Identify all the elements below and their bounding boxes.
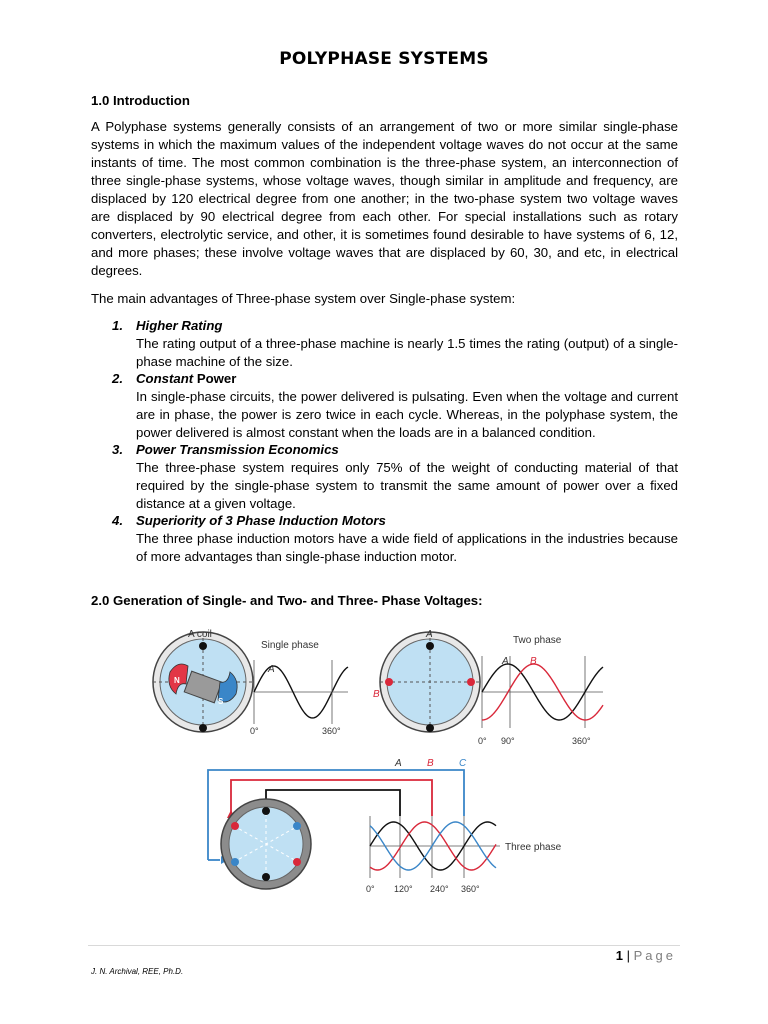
fig-three-tick-360: 360° xyxy=(461,884,480,894)
section-heading-introduction: 1.0 Introduction xyxy=(91,93,190,108)
footer-divider xyxy=(88,945,680,946)
item-number: 4. xyxy=(112,513,123,528)
item-title-higher-rating: Higher Rating xyxy=(136,318,223,333)
item-number: 1. xyxy=(112,318,123,333)
two-phase-generator xyxy=(380,632,480,732)
fig-two-phase-caption: Two phase xyxy=(513,635,562,646)
fig-three-tick-120: 120° xyxy=(394,884,413,894)
fig-two-side-label: B xyxy=(373,689,380,700)
advantages-lead: The main advantages of Three-phase system over Single-phase system: xyxy=(91,291,516,306)
fig-two-top-label: A xyxy=(426,629,433,640)
item-title-constant-power: Constant Power xyxy=(136,371,237,386)
fig-two-tick-0: 0° xyxy=(478,736,487,746)
item-number: 3. xyxy=(112,442,123,457)
fig-three-label-c: C xyxy=(459,758,467,769)
fig-single-phase-caption: Single phase xyxy=(261,640,319,651)
phase-generation-figure xyxy=(0,620,768,910)
page-number: 1 | Page xyxy=(615,948,676,963)
fig-two-wave-a: A xyxy=(502,656,509,667)
item-body-transmission-economics: The three-phase system requires only 75% of the weight of conducting material of that required by the single-phase system to transmit the same amount of power over a fixed distance at a given voltage. xyxy=(136,460,678,511)
item-number: 2. xyxy=(112,371,123,386)
fig-n-label: N xyxy=(174,676,180,685)
item-body-induction-motors: The three phase induction motors have a wide field of applications in the industries because of more advantages than single-phase induction motor. xyxy=(136,531,678,564)
fig-two-tick-90: 90° xyxy=(501,736,515,746)
item-body-higher-rating: The rating output of a three-phase machine is nearly 1.5 times the rating (output) of a single-phase machine of the size. xyxy=(136,336,678,369)
fig-single-wave-label: A xyxy=(268,664,275,675)
fig-coil-label: A coil xyxy=(188,629,212,640)
fig-single-tick-0: 0° xyxy=(250,726,259,736)
single-phase-generator xyxy=(153,632,253,732)
fig-single-tick-360: 360° xyxy=(322,726,341,736)
author-footer: J. N. Archival, REE, Ph.D. xyxy=(91,967,184,976)
section-heading-generation: 2.0 Generation of Single- and Two- and Three- Phase Voltages: xyxy=(91,593,483,608)
fig-s-label: S xyxy=(218,697,224,706)
three-phase-generator xyxy=(221,799,311,889)
fig-two-tick-360: 360° xyxy=(572,736,591,746)
item-title-transmission-economics: Power Transmission Economics xyxy=(136,442,339,457)
item-title-induction-motors: Superiority of 3 Phase Induction Motors xyxy=(136,513,386,528)
fig-two-wave-b: B xyxy=(530,656,537,667)
fig-three-label-b: B xyxy=(427,758,434,769)
three-phase-wave xyxy=(370,816,500,878)
item-body-constant-power: In single-phase circuits, the power delivered is pulsating. Even when the voltage and current are in phase, the power is zero twice in each cycle. Whereas, in the polyphase system, the power delivered is almost constant when the loads are in a balanced condition. xyxy=(136,389,678,440)
fig-three-tick-0: 0° xyxy=(366,884,375,894)
two-phase-wave xyxy=(482,656,603,728)
fig-three-label-a: A xyxy=(395,758,402,769)
intro-paragraph: A Polyphase systems generally consists of an arrangement of two or more similar single-phase systems in which the maximum values of the independent voltage waves do not occur at the same instants of time. The most common combination is the three-phase system, an interconnection of three single-phase systems, whose voltage waves, though similar in amplitude and frequency, are displaced by 120 electrical degree from one another; in the two-phase system two voltage waves are displaced by 90 electrical degree from each other. For special installations such as rotary converters, electrolytic service, and other, it is sometimes found desirable to have systems of 6, 12, and more phases; these involve voltage waves that are displaced by 60, 30, and etc, in electrical degrees. xyxy=(91,119,678,278)
fig-three-phase-caption: Three phase xyxy=(505,842,562,853)
fig-three-tick-240: 240° xyxy=(430,884,449,894)
page-title: POLYPHASE SYSTEMS xyxy=(279,49,489,69)
